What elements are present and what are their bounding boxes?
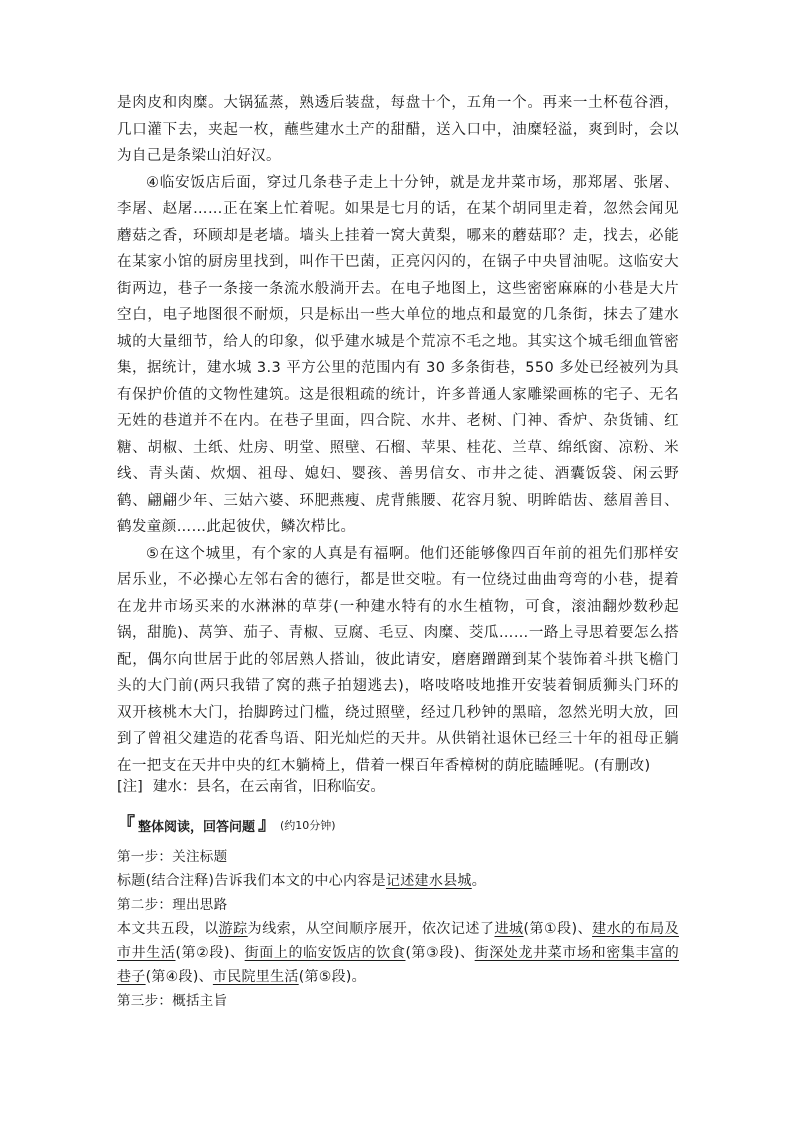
heading-close-bracket: 』 — [258, 814, 277, 835]
footnote-tag: [注] — [117, 779, 143, 795]
step-1-heading: 第一步：关注标题 — [117, 849, 228, 865]
step-2-body: 本文共五段，以游踪为线索，从空间顺序展开，依次记述了进城(第①段)、建水的布局及市井生活(第②段)、街面上的临安饭店的饮食(第③段)、街深处龙井菜市场和密集丰富的巷子(第④段)、市民院里生活(第⑤段)。 — [117, 921, 679, 985]
step-1-body: 标题(结合注释)告诉我们本文的中心内容是记述建水县城。 — [117, 873, 487, 889]
heading-label: 整体阅读，回答问题 — [138, 819, 256, 835]
step-2-key-clue: 游踪 — [218, 921, 248, 937]
footnote-text: 建水：县名，在云南省，旧称临安。 — [152, 779, 385, 795]
step-2-key-2: 建水的布局及市井生活 — [117, 921, 679, 961]
paragraph-3-end: 是肉皮和肉糜。大锅猛蒸，熟透后装盘，每盘十个，五角一个。再来一土杯苞谷酒，几口灌下去，夹起一枚，蘸些建水土产的甜醋，送入口中，油糜轻溢，爽到时，会以为自己是条梁山泊好汉。 — [117, 95, 679, 164]
step-3-heading: 第三步：概括主旨 — [117, 993, 228, 1009]
step-2-key-5: 市民院里生活 — [212, 969, 299, 985]
article-body — [117, 90, 679, 779]
reading-steps — [117, 845, 679, 1013]
section-heading — [117, 815, 336, 835]
step-2-key-4: 街深处龙井菜市场和密集丰富的巷子 — [117, 945, 679, 985]
paragraph-4: ④临安饭店后面，穿过几条巷子走上十分钟，就是龙井菜市场，那郑屠、张屠、李屠、赵屠……正在案上忙着呢。如果是七月的话，在某个胡同里走着，忽然会闻见蘑菇之香，环顾却是老墙。墙头上挂着一窝大黄梨，哪来的蘑菇耶？走，找去，必能在某家小馆的厨房里找到，叫作干巴菌，正亮闪闪的，在锅子中央冒油呢。这临安大街两边，巷子一条接一条流水般淌开去。在电子地图上，这些密密麻麻的小巷是大片空白，电子地图很不耐烦，只是标出一些大单位的地点和最宽的几条街，抹去了建水城的大量细节，给人的印象，似乎建水城是个荒凉不毛之地。其实这个城毛细血管密集，据统计，建水城 3.3 平方公里的范围内有 30 多条街巷，550 多处已经被列为具有保护价值的文物性建筑。这是很粗疏的统计，许多普通人家雕梁画栋的宅子、无名无姓的巷道并不在内。在巷子里面，四合院、水井、老树、门神、香炉、杂货铺、红糖、胡椒、土纸、灶房、明堂、照壁、石榴、苹果、桂花、兰草、绵纸窗、凉粉、米线、青头菌、炊烟、祖母、媳妇、婴孩、善男信女、市井之徒、酒囊饭袋、闲云野鹤、翩翩少年、三姑六婆、环肥燕瘦、虎背熊腰、花容月貌、明眸皓齿、慈眉善目、鹤发童颜……此起彼伏，鳞次栉比。 — [117, 174, 679, 535]
step-1-key: 记述建水县城 — [385, 873, 472, 889]
step-2-heading: 第二步：理出思路 — [117, 897, 228, 913]
paragraph-5: ⑤在这个城里，有个家的人真是有福啊。他们还能够像四百年前的祖先们那样安居乐业，不必操心左邻右舍的德行，都是世交啦。有一位绕过曲曲弯弯的小巷，提着在龙井市场买来的水淋淋的草芽(一种建水特有的水生植物，可食，滚油翻炒数秒起锅，甜脆)、莴笋、茄子、青椒、豆腐、毛豆、肉糜、茭瓜……一路上寻思着要怎么搭配，偶尔向世居于此的邻居熟人搭讪，彼此请安，磨磨蹭蹭到某个装饰着斗拱飞檐门头的大门前(两只我错了窝的燕子拍翅逃去)，咯吱咯吱地推开安装着铜质狮头门环的双开核桃木大门，抬脚跨过门槛，绕过照壁，经过几秒钟的黑暗，忽然光明大放，回到了曾祖父建造的花香鸟语、阳光灿烂的天井。从供销社退休已经三十年的祖母正躺在一把支在天井中央的红木躺椅上，借着一棵百年香樟树的荫庇瞌睡呢。(有删改) — [117, 545, 679, 774]
footnote — [117, 777, 385, 797]
heading-open-bracket: 『 — [117, 814, 135, 835]
step-2-key-3: 街面上的临安饭店的饮食 — [244, 945, 406, 961]
step-2-key-1: 进城 — [494, 921, 524, 937]
heading-time: (约10分钟) — [280, 819, 336, 832]
